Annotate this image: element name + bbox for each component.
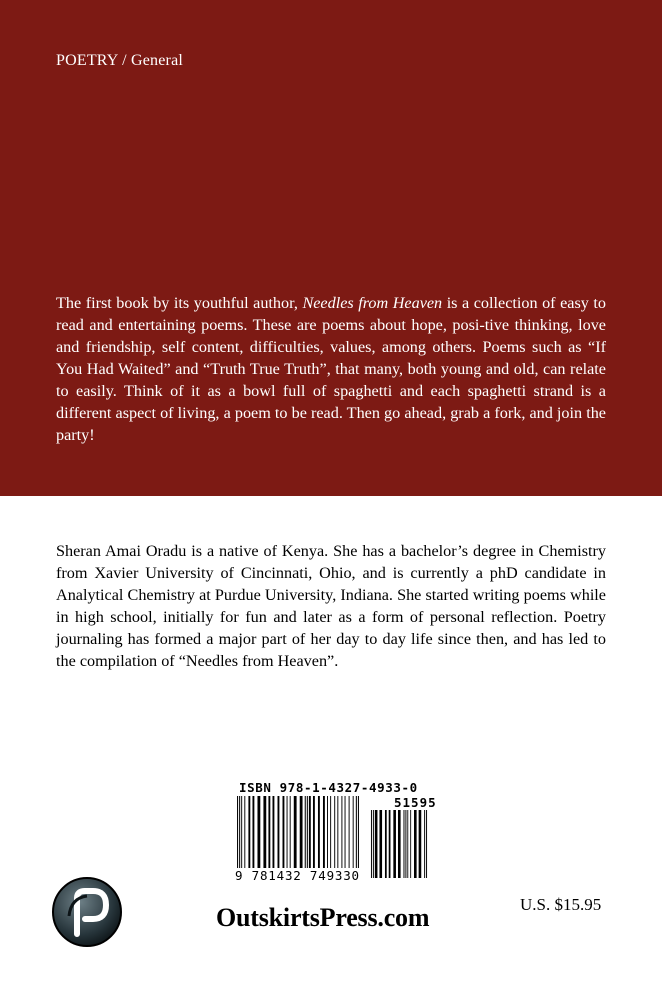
barcode-bar	[300, 796, 303, 878]
barcode-bar	[379, 810, 382, 878]
barcode-bar	[349, 796, 350, 878]
barcode-bar	[278, 796, 280, 878]
description-panel	[0, 0, 662, 496]
barcode-bar	[353, 796, 354, 878]
blurb-text-start: The first book by its youthful author,	[56, 294, 303, 312]
barcode-bar	[375, 810, 378, 878]
barcode-bar	[290, 796, 291, 878]
barcode-bar	[327, 796, 328, 878]
barcode-bar	[426, 810, 427, 878]
barcode-digits: 9 781432 749330	[235, 868, 360, 883]
book-title: Needles from Heaven	[302, 294, 443, 312]
barcode-bar	[393, 810, 396, 878]
barcode-bar	[305, 796, 306, 878]
author-bio: Sheran Amai Oradu is a native of Kenya. She has a bachelor’s degree in Chemistry from Xavier University of Cincinnati, Ohio, and is currently a phD candidate in Analytical Chemistry at Purdue University, Indiana. She started writing poems while in high school, initially for fun and later as a form of personal reflection. Poetry journaling has formed a major part of her day to day life since then, and has led to the compilation of “Needles from Heaven”.	[56, 542, 606, 670]
barcode-bar	[252, 796, 254, 878]
barcode-bar	[398, 810, 401, 878]
barcode-bar	[410, 810, 411, 878]
barcode-bar	[407, 810, 408, 878]
blurb-text-end: is a collection of easy to read and entertaining poems. These are poems about hope, posi-tive thinking, love and friendship, self content, difficulties, values, among others. Poems such as “If You Had Waited” and “Truth True Truth”, that many, both young and old, can relate to easily. Think of it as a bowl full of spaghetti and each spaghetti strand is a different aspect of living, a poem to be read. Then go ahead, grab a fork, and join the party!	[56, 294, 606, 444]
barcode-bar	[373, 810, 374, 878]
barcode-bar	[237, 796, 238, 878]
barcode-bar	[323, 796, 325, 878]
barcode-bar	[345, 796, 346, 878]
barcode-bar	[287, 796, 288, 878]
publisher-website: OutskirtsPress.com	[216, 903, 430, 932]
barcode-bar	[358, 796, 359, 878]
barcode-bar	[248, 796, 250, 878]
book-description	[56, 292, 606, 446]
barcode-bar	[341, 796, 342, 878]
barcode-bar	[385, 810, 387, 878]
barcode-bar	[313, 796, 315, 878]
barcode-bar	[257, 796, 260, 878]
barcode-bar	[389, 810, 391, 878]
barcode-bar	[263, 796, 266, 878]
barcode-bar	[334, 796, 335, 878]
barcode-bar	[424, 810, 425, 878]
barcode-bar	[371, 810, 372, 878]
barcode-addon-digits: 51595	[394, 795, 437, 810]
barcode-bar	[283, 796, 285, 878]
price-label: U.S. $15.95	[520, 895, 602, 914]
barcode-bar	[268, 796, 270, 878]
barcode-bar	[318, 796, 320, 878]
barcode-bar	[414, 810, 417, 878]
ean-barcode	[236, 796, 362, 878]
barcode-bar	[419, 810, 422, 878]
barcode-bar	[307, 796, 308, 878]
barcode-bar	[294, 796, 297, 878]
barcode-bar	[330, 796, 331, 878]
barcode-bar	[405, 810, 406, 878]
barcode-bar	[244, 796, 245, 878]
barcode-bar	[356, 796, 357, 878]
barcode-bar	[403, 810, 404, 878]
category-label: POETRY / General	[56, 52, 184, 69]
barcode-bar	[273, 796, 275, 878]
addon-barcode	[370, 810, 430, 878]
isbn-label: ISBN 978-1-4327-4933-0	[239, 780, 418, 795]
barcode-bar	[309, 796, 311, 878]
barcode-bar	[337, 796, 338, 878]
outskirts-press-logo-icon	[51, 876, 123, 948]
barcode-bar	[239, 796, 240, 878]
barcode-bar	[241, 796, 242, 878]
isbn-barcode	[236, 780, 436, 886]
